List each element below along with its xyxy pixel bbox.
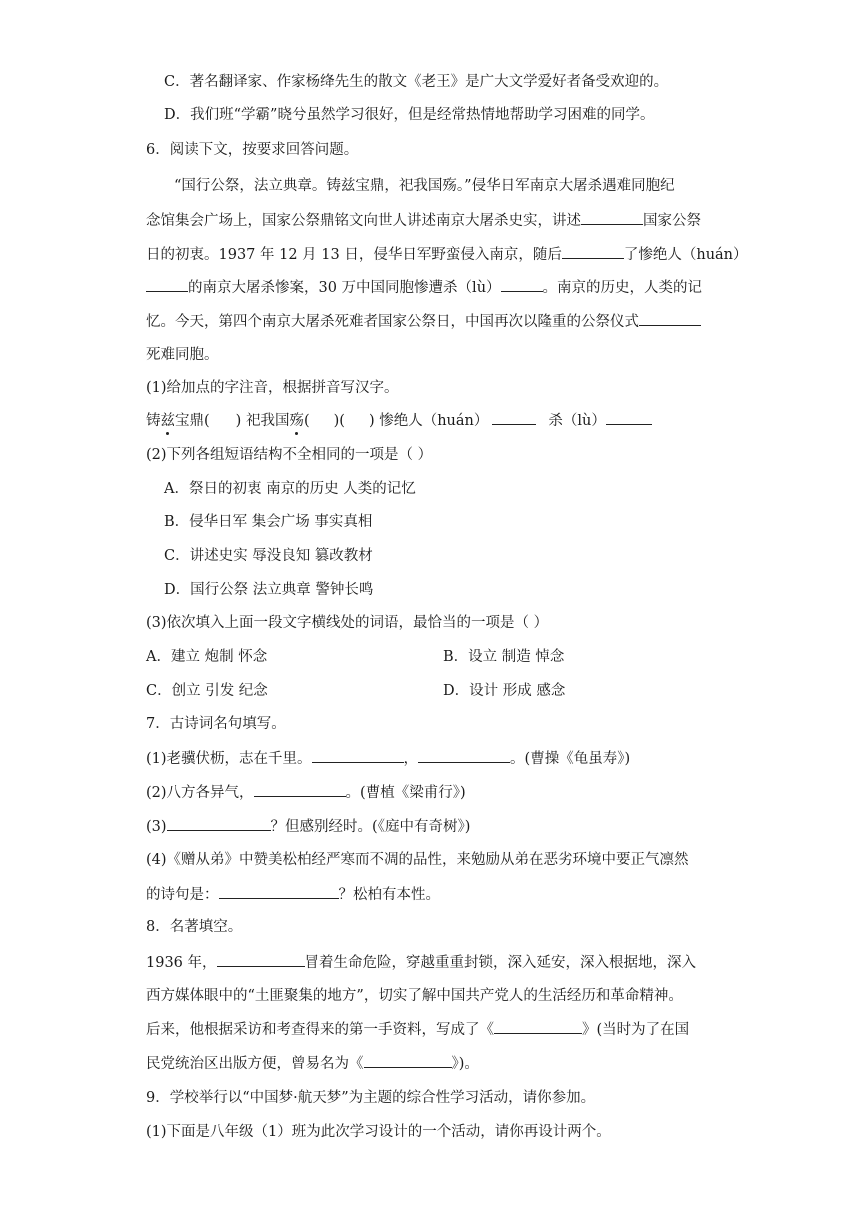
fill-blank-2[interactable] [562,244,624,259]
text: 。(曹操《龟虽寿》) [510,751,631,767]
q6-passage-line-3 [146,244,748,265]
fill-blank-huan-char[interactable] [492,410,536,425]
fill-blank-1[interactable] [581,210,643,225]
fill-blank-lu[interactable] [501,277,543,292]
fill-blank-poem-4[interactable] [219,884,339,899]
q6-sub2-option-a[interactable]: A．祭日的初衷 南京的历史 人类的记忆 [164,481,416,497]
q6-sub2-option-d[interactable]: D．国行公祭 法立典章 警钟长鸣 [164,582,374,598]
dotted-char: 兹 [160,413,175,429]
text: 铸 [146,413,161,429]
q6-sub3: (3)依次填入上面一段文字横线处的词语，最恰当的一项是（ ） [146,615,549,631]
q6-passage-text: 。南京的历史，人类的记 [542,280,703,296]
q6-sub1: (1)给加点的字注音，根据拼音写汉字。 [146,380,399,396]
q6-sub2-option-c[interactable]: C．讲述史实 辱没良知 篡改教材 [164,548,373,564]
q6-passage-text: 念馆集会广场上，国家公祭鼎铭文向世人讲述南京大屠杀史实，讲述 [146,213,581,229]
text: 宝鼎( [175,413,210,429]
q8-line-2: 西方媒体眼中的“土匪聚集的地方”，切实了解中国共产党人的生活经历和革命精神。 [146,988,683,1004]
q6-passage-text: 忆。今天，第四个南京大屠杀死难者国家公祭日，中国再次以隆重的公祭仪式 [146,314,639,330]
text: )( [333,413,345,429]
q7-line-1 [146,748,630,769]
q6-passage-line-1: “国行公祭，法立典章。铸兹宝鼎，祀我国殇。”侵华日军南京大屠杀遇难同胞纪 [174,178,675,194]
q9-sub1: (1)下面是八年级（1）班为此次学习设计的一个活动，请你再设计两个。 [146,1124,611,1140]
q9-title: 9．学校举行以“中国梦·航天梦”为主题的综合性学习活动，请你参加。 [146,1090,596,1106]
text: 民党统治区出版方便，曾易名为《 [146,1056,364,1072]
q5-option-c: C．著名翻译家、作家杨绛先生的散文《老王》是广大文学爱好者备受欢迎的。 [164,74,669,90]
q8-line-3 [146,1019,689,1040]
text: 》(当时为了在国 [582,1022,690,1038]
text: ？松柏有本性。 [338,887,440,903]
q7-title: 7．古诗词名句填写。 [146,716,286,732]
q7-line-3 [146,816,470,837]
text: 冒着生命危险，穿越重重封锁，深入延安，深入根据地，深入 [304,955,697,971]
fill-blank-author[interactable] [217,952,305,967]
text: (2)八方各异气， [146,785,254,801]
q7-line-5 [146,884,440,905]
q8-line-1 [146,952,696,973]
text: ( [303,413,310,429]
q6-passage-text: 的南京大屠杀惨案，30 万中国同胞惨遭杀（lù） [188,280,501,296]
q6-passage-text: 国家公祭 [643,213,701,229]
q6-passage-line-2 [146,210,701,231]
text: 的诗句是： [146,887,219,903]
fill-blank-poem-1b[interactable] [418,748,510,763]
q6-sub3-option-d[interactable]: D．设计 形成 感念 [443,683,566,699]
text: 后来，他根据采访和考查得来的第一手资料，写成了《 [146,1022,494,1038]
q6-sub2-option-b[interactable]: B．侵华日军 集会广场 事实真相 [164,514,373,530]
fill-blank-alt-title[interactable] [364,1053,452,1068]
q6-sub3-option-b[interactable]: B．设立 制造 悼念 [443,649,565,665]
q6-passage-line-6: 死难同胞。 [146,347,219,363]
q6-passage-text: 了惨绝人（huán） [623,247,748,263]
q8-title: 8．名著填空。 [146,919,243,935]
fill-blank-lu-char[interactable] [606,410,652,425]
q6-sub3-option-a[interactable]: A．建立 炮制 怀念 [146,649,268,665]
q6-passage-line-5 [146,311,701,332]
text: ) 祀我国 [235,413,290,429]
q6-pinyin-line [146,410,652,431]
text: ？但感别经时。(《庭中有奇树》) [270,819,471,835]
text: 杀（lù） [548,413,606,429]
q7-line-2 [146,782,466,803]
fill-blank-3[interactable] [639,311,701,326]
fill-blank-poem-1a[interactable] [312,748,404,763]
q6-title: 6．阅读下文，按要求回答问题。 [146,142,359,158]
q8-line-4 [146,1053,479,1074]
fill-blank-book-title[interactable] [494,1019,582,1034]
text: (3) [146,819,167,835]
q5-option-d: D．我们班“学霸”晓兮虽然学习很好，但是经常热情地帮助学习困难的同学。 [164,107,655,123]
q6-passage-text: 日的初衷。1937 年 12 月 13 日，侵华日军野蛮侵入南京，随后 [146,247,562,263]
dotted-char: 殇 [289,413,304,429]
text: 1936 年， [146,955,217,971]
text: ) 惨绝人（huán） [368,413,489,429]
text: ， [403,751,419,767]
q6-passage-line-4 [146,277,702,298]
text: (1)老骥伏枥，志在千里。 [146,751,312,767]
text: 》)。 [451,1056,479,1072]
q6-sub2: (2)下列各组短语结构不全相同的一项是（ ） [146,447,433,463]
q7-line-4: (4)《赠从弟》中赞美松柏经严寒而不凋的品性，来勉励从弟在恶劣环境中要正气凛然 [146,852,689,868]
fill-blank-huan[interactable] [146,277,188,292]
fill-blank-poem-2[interactable] [254,782,346,797]
fill-blank-poem-3[interactable] [167,816,271,831]
text: 。(曹植《梁甫行》) [345,785,466,801]
q6-sub3-option-c[interactable]: C．创立 引发 纪念 [146,683,268,699]
